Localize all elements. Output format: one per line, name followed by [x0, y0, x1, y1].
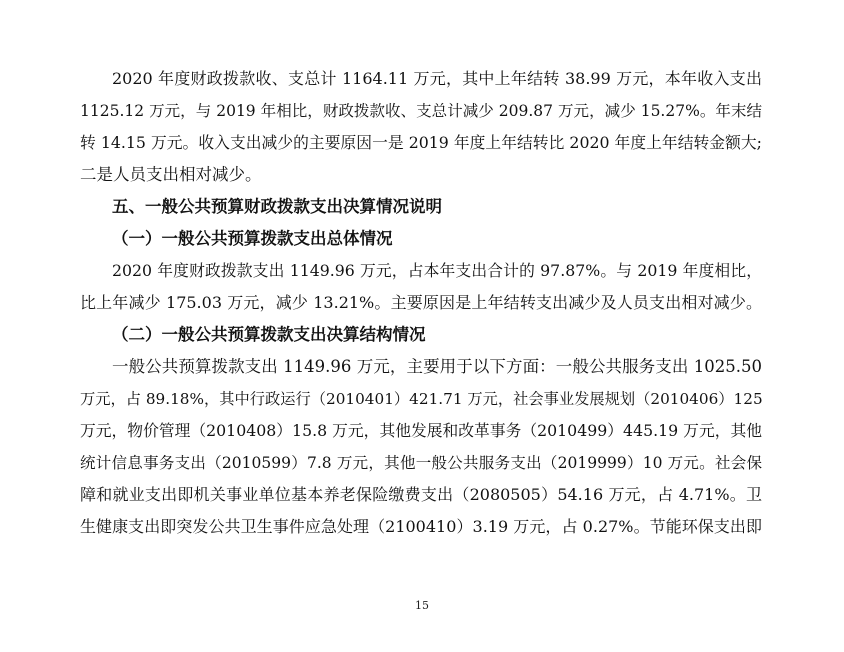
subsection-heading-2: （二）一般公共预算拨款支出决算结构情况: [112, 325, 426, 344]
paragraph-3-line-2: 万元，占 89.18%，其中行政运行（2010401）421.71 万元，社会事业发展规划（2010406）125: [80, 390, 763, 408]
paragraph-1-line-3: 转 14.15 万元。收入支出减少的主要原因一是 2019 年度上年结转比 2020 年度上年结转金额大;: [80, 133, 762, 152]
page-number: 15: [415, 599, 429, 612]
section-heading: 五、一般公共预算财政拨款支出决算情况说明: [112, 197, 442, 216]
paragraph-3-line-3: 万元，物价管理（2010408）15.8 万元，其他发展和改革事务（2010499）445.19 万元，其他: [80, 421, 762, 440]
paragraph-2-line-1: 2020 年度财政拨款支出 1149.96 万元，占本年支出合计的 97.87%。与 2019 年度相比，: [112, 261, 762, 280]
paragraph-1-line-4: 二是人员支出相对减少。: [80, 165, 262, 184]
paragraph-1-line-1: 2020 年度财政拨款收、支总计 1164.11 万元，其中上年结转 38.99 万元，本年收入支出: [112, 69, 762, 88]
paragraph-1-line-2: 1125.12 万元，与 2019 年相比，财政拨款收、支总计减少 209.87 万元，减少 15.27%。年末结: [80, 102, 762, 120]
paragraph-2-line-2: 比上年减少 175.03 万元，减少 13.21%。主要原因是上年结转支出减少及人员支出相对减少。: [80, 293, 762, 312]
paragraph-3-line-4: 统计信息事务支出（2010599）7.8 万元，其他一般公共服务支出（2019999）10 万元。社会保: [80, 454, 762, 472]
paragraph-3-line-1: 一般公共预算拨款支出 1149.96 万元，主要用于以下方面：一般公共服务支出 1025.50: [112, 357, 762, 376]
subsection-heading-1: （一）一般公共预算拨款支出总体情况: [112, 229, 393, 248]
paragraph-3-line-5: 障和就业支出即机关事业单位基本养老保险缴费支出（2080505）54.16 万元，占 4.71%。卫: [80, 485, 762, 504]
paragraph-3-line-6: 生健康支出即突发公共卫生事件应急处理（2100410）3.19 万元，占 0.27%。节能环保支出即: [80, 517, 762, 536]
